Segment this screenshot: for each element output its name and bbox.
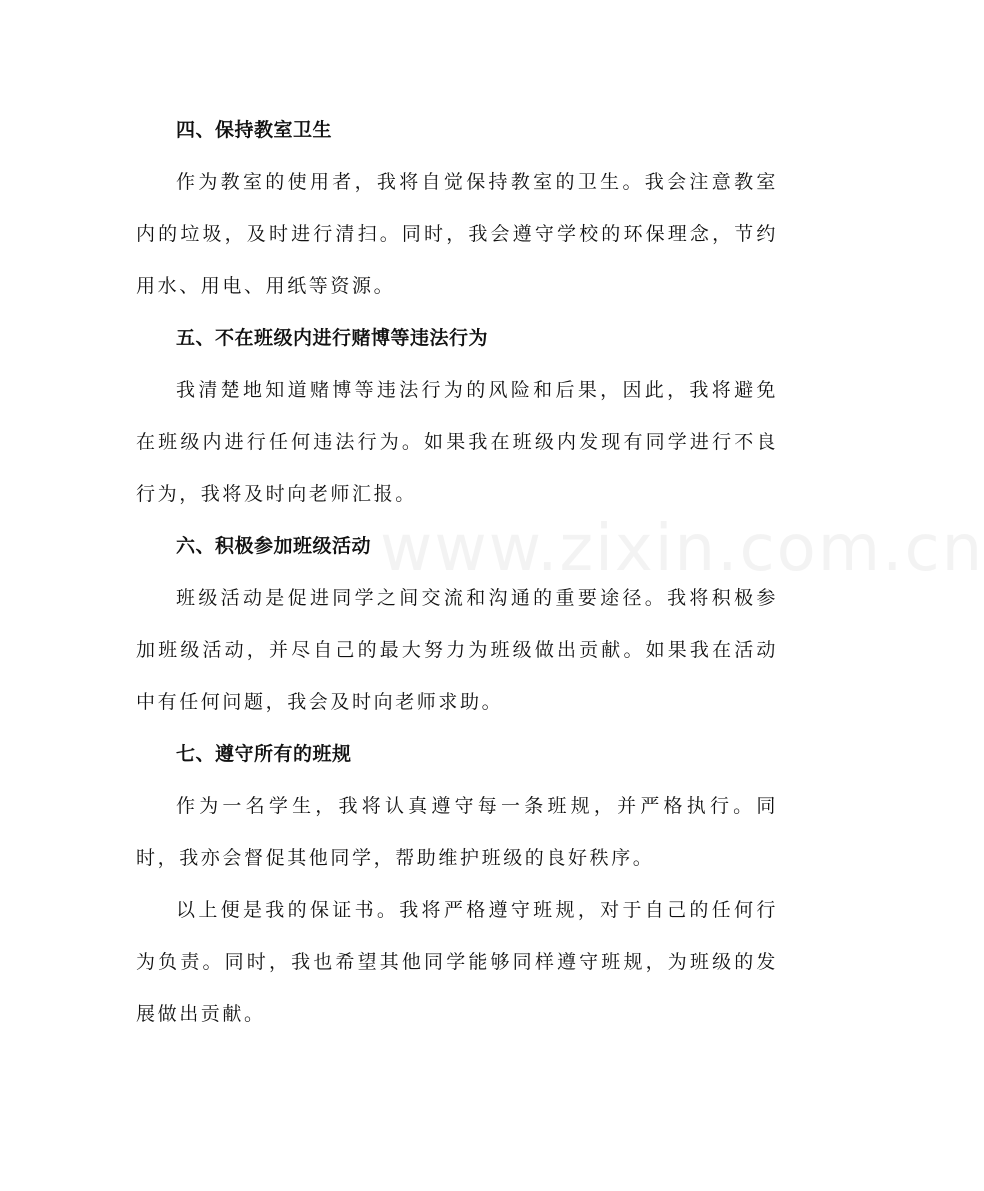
section-body-4: 作为教室的使用者，我将自觉保持教室的卫生。我会注意教室内的垃圾，及时进行清扫。同时，我会遵守学校的环保理念，节约用水、用电、用纸等资源。: [136, 171, 778, 297]
section-heading-5: 五、不在班级内进行赌博等违法行为: [176, 327, 489, 349]
section-body-6: 班级活动是促进同学之间交流和沟通的重要途径。我将积极参加班级活动，并尽自己的最大努力为班级做出贡献。如果我在活动中有任何问题，我会及时向老师求助。: [136, 587, 778, 713]
closing-paragraph: 以上便是我的保证书。我将严格遵守班规，对于自己的任何行为负责。同时，我也希望其他同学能够同样遵守班规，为班级的发展做出贡献。: [136, 899, 778, 1025]
section-heading-6: 六、积极参加班级活动: [176, 535, 372, 557]
watermark: www.zixin.com.cn: [380, 512, 984, 586]
section-body-5: 我清楚地知道赌博等违法行为的风险和后果，因此，我将避免在班级内进行任何违法行为。如果我在班级内发现有同学进行不良行为，我将及时向老师汇报。: [136, 379, 778, 505]
document-body: [136, 104, 778, 1040]
section-heading-7: 七、遵守所有的班规: [176, 743, 352, 765]
section-heading-4: 四、保持教室卫生: [176, 119, 333, 141]
section-body-7: 作为一名学生，我将认真遵守每一条班规，并严格执行。同时，我亦会督促其他同学，帮助维护班级的良好秩序。: [136, 795, 778, 869]
